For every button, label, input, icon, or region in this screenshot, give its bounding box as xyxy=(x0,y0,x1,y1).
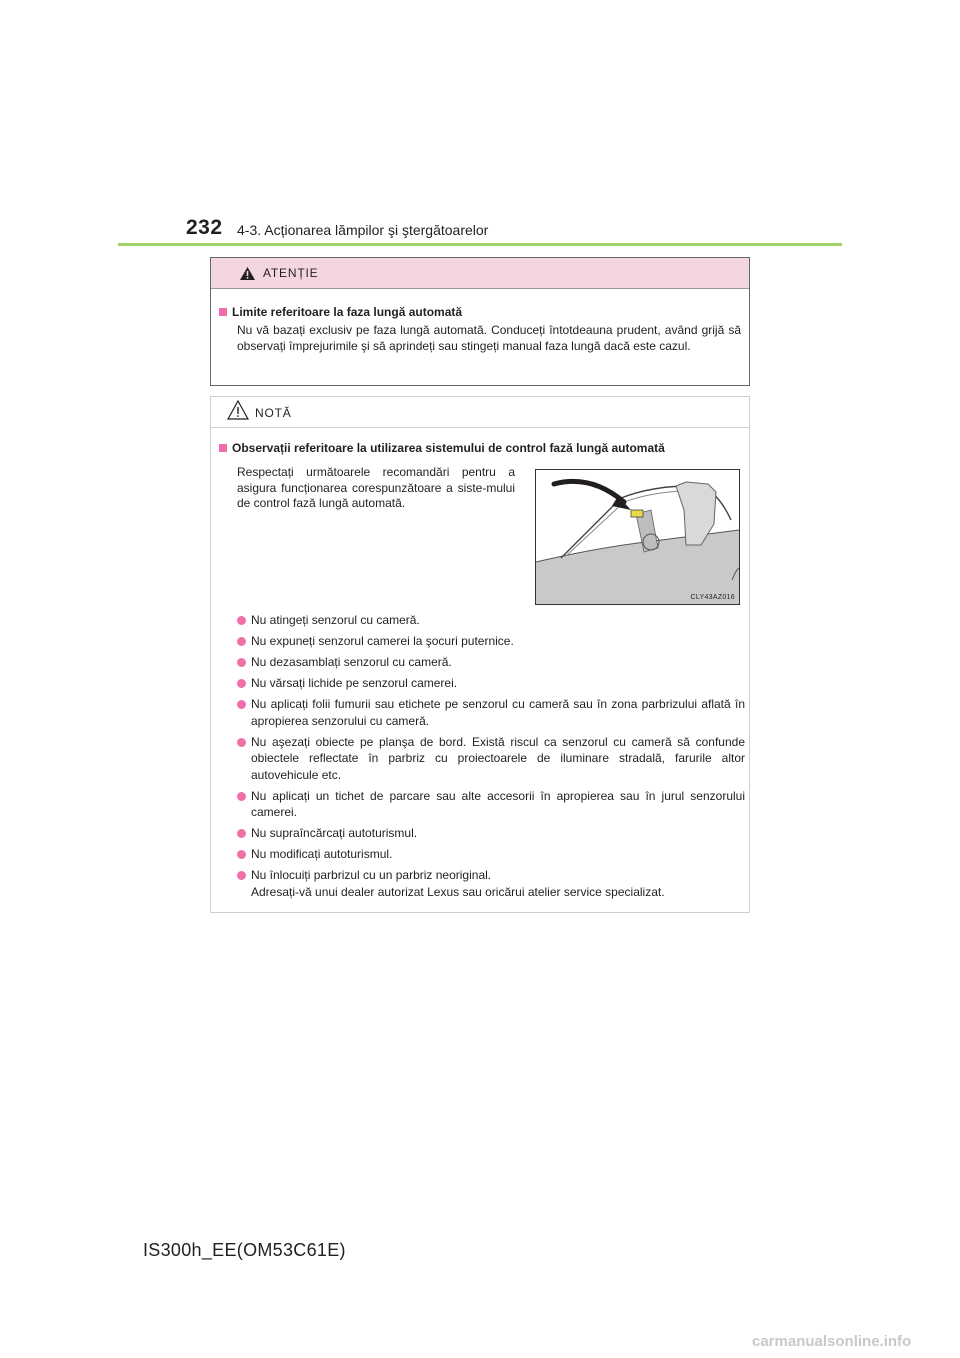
section-title: 4-3. Acționarea lămpilor şi ştergătoarelor xyxy=(237,222,489,238)
note-box xyxy=(210,396,750,913)
list-item: Nu vărsați lichide pe senzorul camerei. xyxy=(219,675,745,692)
header-divider xyxy=(118,243,842,246)
list-item: Nu aplicați folii fumurii sau etichete pe senzorul cu cameră sau în zona parbrizului aflată în apropierea senzorului cu cameră. xyxy=(219,696,745,729)
list-item: Nu modificați autoturismul. xyxy=(219,846,745,863)
note-intro: Respectați următoarele recomandări pentru a asigura funcționarea corespunzătoare a siste-mului de control fază lungă automată. xyxy=(237,465,515,510)
warning-box xyxy=(210,257,750,386)
list-item: Nu înlocuiți parbrizul cu un parbriz neoriginal. Adresați-vă unui dealer autorizat Lexus sau oricărui atelier service specializat. xyxy=(219,867,745,900)
bullet-dot-icon xyxy=(237,679,246,688)
page-number: 232 xyxy=(186,216,223,239)
bullet-dot-icon xyxy=(237,637,246,646)
model-code-footer: IS300h_EE(OM53C61E) xyxy=(143,1240,346,1260)
list-item: Nu aşezați obiecte pe planşa de bord. Există riscul ca senzorul cu cameră să confunde obiectele reflectate în parbriz cu proiectoarele de iluminare stradală, farurile altor autovehicule etc. xyxy=(219,734,745,784)
bullet-dot-icon xyxy=(237,829,246,838)
camera-sensor-illustration xyxy=(535,469,740,605)
note-subheading: Observații referitoare la utilizarea sistemului de control fază lungă automată xyxy=(219,441,745,455)
warning-text: Nu vă bazați exclusiv pe faza lungă automată. Conduceți întotdeauna prudent, având grijă să observați împrejurimile şi să aprindeți sau stingeți manual faza lungă dacă este cazul. xyxy=(237,323,741,353)
list-item: Nu aplicați un tichet de parcare sau alte accesorii în apropierea sau în jurul senzorului camerei. xyxy=(219,788,745,821)
warning-header xyxy=(211,258,749,289)
square-bullet-icon xyxy=(219,444,227,452)
list-item: Nu atingeți senzorul cu cameră. xyxy=(219,612,745,629)
list-item: Nu dezasamblați senzorul cu cameră. xyxy=(219,654,745,671)
note-title: NOTĂ xyxy=(255,406,292,420)
watermark: carmanualsonline.info xyxy=(752,1333,912,1350)
warning-title: ATENȚIE xyxy=(263,266,319,280)
note-header xyxy=(211,397,749,428)
bullet-dot-icon xyxy=(237,871,246,880)
square-bullet-icon xyxy=(219,308,227,316)
bullet-dot-icon xyxy=(237,792,246,801)
bullet-dot-icon xyxy=(237,738,246,747)
figure-label: CLY43AZ016 xyxy=(690,594,735,601)
caution-triangle-icon xyxy=(227,400,249,420)
list-item: Nu expuneți senzorul camerei la şocuri puternice. xyxy=(219,633,745,650)
warning-subheading: Limite referitoare la faza lungă automată xyxy=(219,305,741,319)
note-bullet-list xyxy=(219,612,745,905)
bullet-dot-icon xyxy=(237,616,246,625)
bullet-dot-icon xyxy=(237,850,246,859)
page-header xyxy=(186,216,846,246)
windshield-camera-image xyxy=(536,470,739,604)
list-item: Nu supraîncărcați autoturismul. xyxy=(219,825,745,842)
warning-triangle-icon xyxy=(240,267,255,280)
bullet-dot-icon xyxy=(237,658,246,667)
bullet-dot-icon xyxy=(237,700,246,709)
